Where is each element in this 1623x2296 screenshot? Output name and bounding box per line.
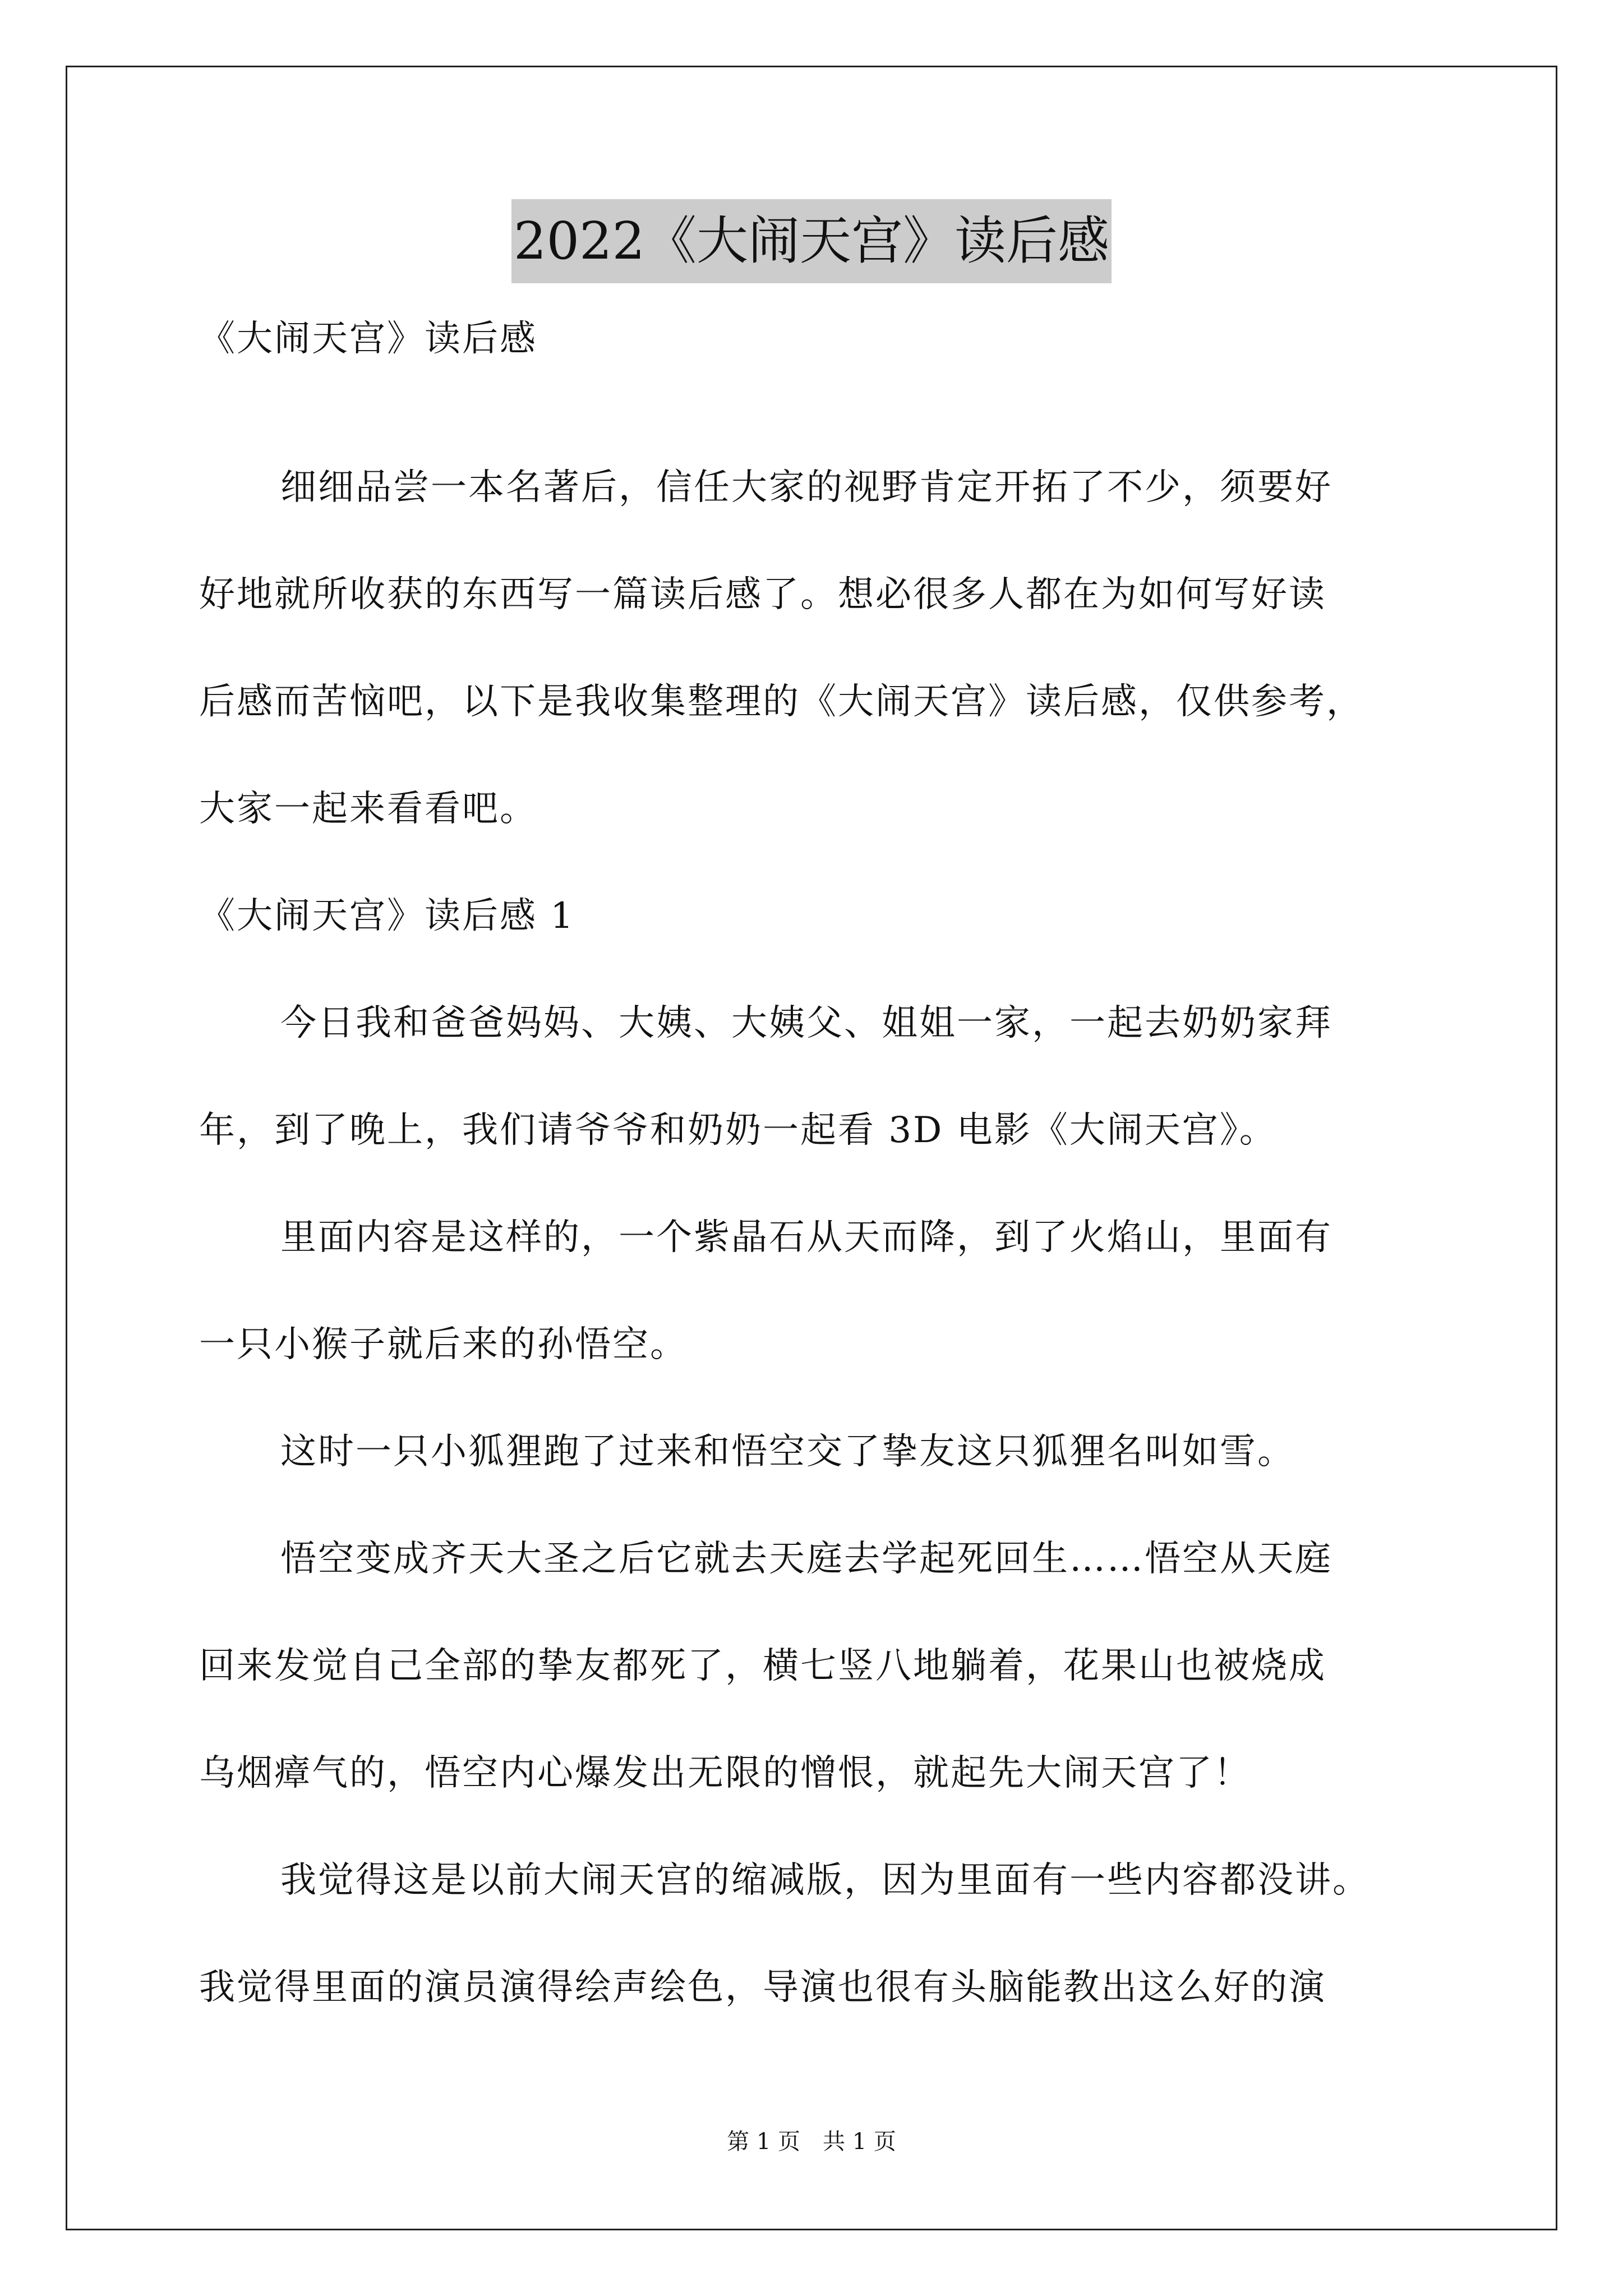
- document-title: 2022《大闹天宫》读后感: [511, 199, 1112, 283]
- body-line: 细细品尝一本名著后，信任大家的视野肯定开拓了不少，须要好: [280, 467, 1332, 508]
- body-line: 里面内容是这样的，一个紫晶石从天而降，到了火焰山，里面有: [280, 1217, 1332, 1258]
- body-line: 后感而苦恼吧，以下是我收集整理的《大闹天宫》读后感，仅供参考，: [199, 681, 1364, 723]
- section-heading: 《大闹天宫》读后感 1: [199, 895, 575, 937]
- body-line: 回来发觉自己全部的挚友都死了，横七竖八地躺着，花果山也被烧成: [199, 1645, 1326, 1687]
- body-line: 大家一起来看看吧。: [199, 788, 537, 830]
- body-line: 今日我和爸爸妈妈、大姨、大姨父、姐姐一家，一起去奶奶家拜: [280, 1002, 1332, 1044]
- body-line: 悟空变成齐天大圣之后它就去天庭去学起死回生……悟空从天庭: [280, 1538, 1332, 1580]
- body-line: 乌烟瘴气的，悟空内心爆发出无限的憎恨，就起先大闹天宫了！: [199, 1752, 1251, 1794]
- body-line: 我觉得里面的演员演得绘声绘色，导演也很有头脑能教出这么好的演: [199, 1967, 1326, 2008]
- body-line: 年，到了晚上，我们请爷爷和奶奶一起看 3D 电影《大闹天宫》。: [199, 1110, 1277, 1151]
- body-line: 好地就所收获的东西写一篇读后感了。想必很多人都在为如何写好读: [199, 574, 1326, 615]
- title-wrap: [0, 199, 1623, 283]
- body-line: 这时一只小狐狸跑了过来和悟空交了挚友这只狐狸名叫如雪。: [280, 1431, 1295, 1473]
- page-footer: 第 1 页 共 1 页: [727, 2129, 896, 2155]
- body-line: 我觉得这是以前大闹天宫的缩减版，因为里面有一些内容都没讲。: [280, 1860, 1370, 1901]
- section-heading: 《大闹天宫》读后感: [199, 318, 537, 360]
- body-line: 一只小猴子就后来的孙悟空。: [199, 1324, 688, 1365]
